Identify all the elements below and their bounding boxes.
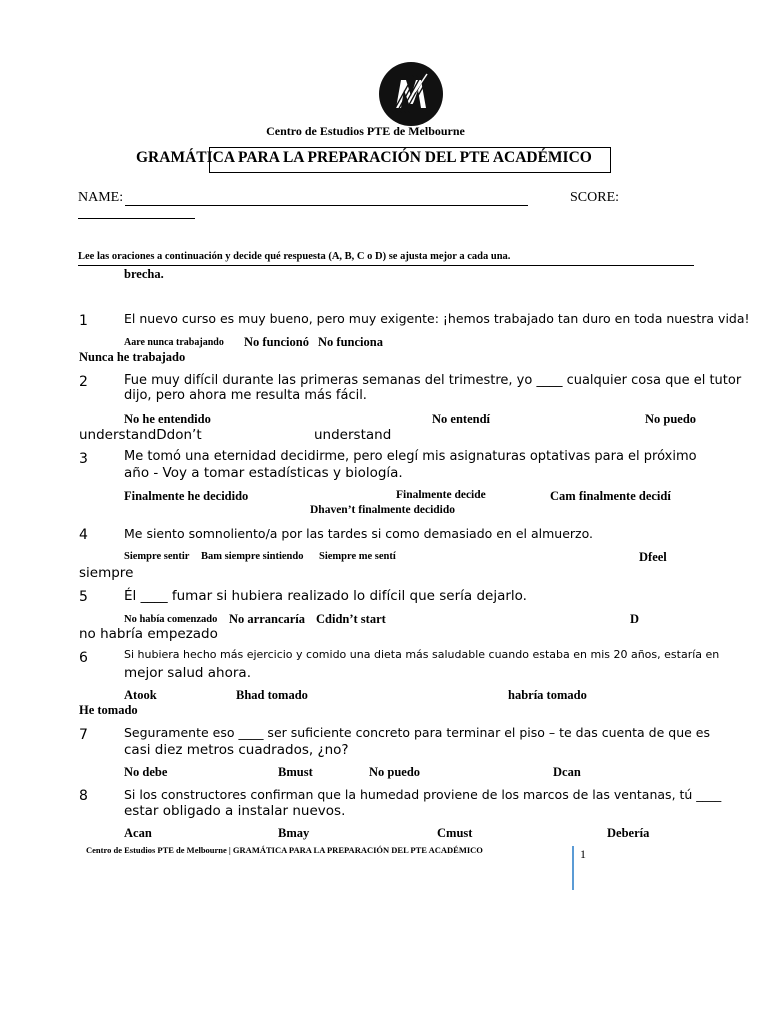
option-d[interactable]: Dfeel xyxy=(639,550,667,564)
option-a[interactable]: No he entendido xyxy=(124,412,211,426)
option-a[interactable]: No había comenzado xyxy=(124,614,218,625)
name-field[interactable] xyxy=(125,205,528,206)
score-field[interactable] xyxy=(78,218,195,219)
page-title: GRAMÁTICA PARA LA PREPARACIÓN DEL PTE ACADÉMICO xyxy=(136,149,592,166)
question-text: Me tomó una eternidad decidirme, pero elegí mis asignaturas optativas para el próximo xyxy=(124,449,697,464)
question-text: Fue muy difícil durante las primeras semanas del trimestre, yo ____ cualquier cosa que el tutor xyxy=(124,373,742,388)
question-number: 3 xyxy=(79,451,88,467)
question-text: estar obligado a instalar nuevos. xyxy=(124,803,346,819)
option-c[interactable]: Siempre me sentí xyxy=(319,551,396,562)
option-a[interactable]: No debe xyxy=(124,765,168,779)
option-c[interactable]: No puedo xyxy=(369,765,421,779)
option-b[interactable]: Bhad tomado xyxy=(236,688,308,702)
page-number: 1 xyxy=(580,847,586,861)
m-logo-icon xyxy=(379,62,443,126)
question-text: mejor salud ahora. xyxy=(124,665,251,681)
question-text: año - Voy a tomar estadísticas y biología. xyxy=(124,465,403,481)
logo xyxy=(379,62,443,126)
option-b[interactable]: No funcionó xyxy=(244,335,309,349)
option-a[interactable]: Siempre sentir xyxy=(124,551,190,562)
option-c[interactable]: Cmust xyxy=(437,826,473,840)
option-b[interactable]: Bmust xyxy=(278,765,313,779)
page-footer: Centro de Estudios PTE de Melbourne | GRAMÁTICA PARA LA PREPARACIÓN DEL PTE ACADÉMICO xyxy=(86,845,483,855)
question-text: dijo, pero ahora me resulta más fácil. xyxy=(124,388,367,403)
option-d[interactable]: He tomado xyxy=(79,703,138,717)
option-wrap: understand xyxy=(314,427,392,443)
question-text: casi diez metros cuadrados, ¿no? xyxy=(124,742,349,758)
question-text: Me siento somnoliento/a por las tardes si como demasiado en el almuerzo. xyxy=(124,526,594,541)
option-b[interactable]: Bam siempre sintiendo xyxy=(201,551,304,562)
option-a[interactable]: Aare nunca trabajando xyxy=(124,337,224,348)
instructions-continued: brecha. xyxy=(124,267,164,281)
instructions: Lee las oraciones a continuación y decide qué respuesta (A, B, C o D) se ajusta mejor a cada una. xyxy=(78,251,511,262)
question-text: Si hubiera hecho más ejercicio y comido una dieta más saludable cuando estaba en mis 20 años, estaría en xyxy=(124,648,720,661)
question-number: 5 xyxy=(79,589,88,605)
option-c[interactable]: Cdidn’t start xyxy=(316,612,386,626)
question-text: Seguramente eso ____ ser suficiente concreto para terminar el piso – te das cuenta de que es xyxy=(124,725,711,740)
option-d[interactable]: Dcan xyxy=(553,765,581,779)
question-number: 4 xyxy=(79,527,88,543)
option-c[interactable]: No puedo xyxy=(645,412,697,426)
option-b[interactable]: No entendí xyxy=(432,412,490,426)
option-d[interactable]: Nunca he trabajado xyxy=(79,350,186,364)
option-wrap: siempre xyxy=(79,565,134,581)
question-number: 2 xyxy=(79,374,88,390)
institution-name: Centro de Estudios PTE de Melbourne xyxy=(266,124,465,138)
option-a[interactable]: Acan xyxy=(124,826,152,840)
option-b[interactable]: Finalmente decide xyxy=(396,489,486,501)
option-b[interactable]: Bmay xyxy=(278,826,310,840)
option-d[interactable]: D xyxy=(630,612,640,626)
option-a[interactable]: Atook xyxy=(124,688,157,702)
option-wrap: understandDdon’t xyxy=(79,427,202,443)
question-text: Si los constructores confirman que la humedad proviene de los marcos de las ventanas, tú ____ xyxy=(124,787,722,802)
option-b[interactable]: No arrancaría xyxy=(229,612,306,626)
question-text: El nuevo curso es muy bueno, pero muy exigente: ¡hemos trabajado tan duro en toda nuestra vida! xyxy=(124,311,750,326)
name-label: NAME: xyxy=(78,190,124,205)
option-d[interactable]: Debería xyxy=(607,826,650,840)
question-number: 8 xyxy=(79,788,88,804)
option-c[interactable]: No funciona xyxy=(318,335,383,349)
question-number: 7 xyxy=(79,727,88,743)
option-wrap: no habría empezado xyxy=(79,626,218,642)
option-c[interactable]: Cam finalmente decidí xyxy=(550,489,671,503)
instructions-underline xyxy=(78,265,694,266)
question-text: Él ____ fumar si hubiera realizado lo difícil que sería dejarlo. xyxy=(124,588,527,604)
option-c[interactable]: habría tomado xyxy=(508,688,587,702)
question-number: 6 xyxy=(79,650,88,666)
footer-divider xyxy=(572,846,574,890)
score-label: SCORE: xyxy=(570,190,620,205)
option-a[interactable]: Finalmente he decidido xyxy=(124,489,249,503)
option-d[interactable]: Dhaven’t finalmente decidido xyxy=(310,504,456,516)
question-number: 1 xyxy=(79,313,88,329)
